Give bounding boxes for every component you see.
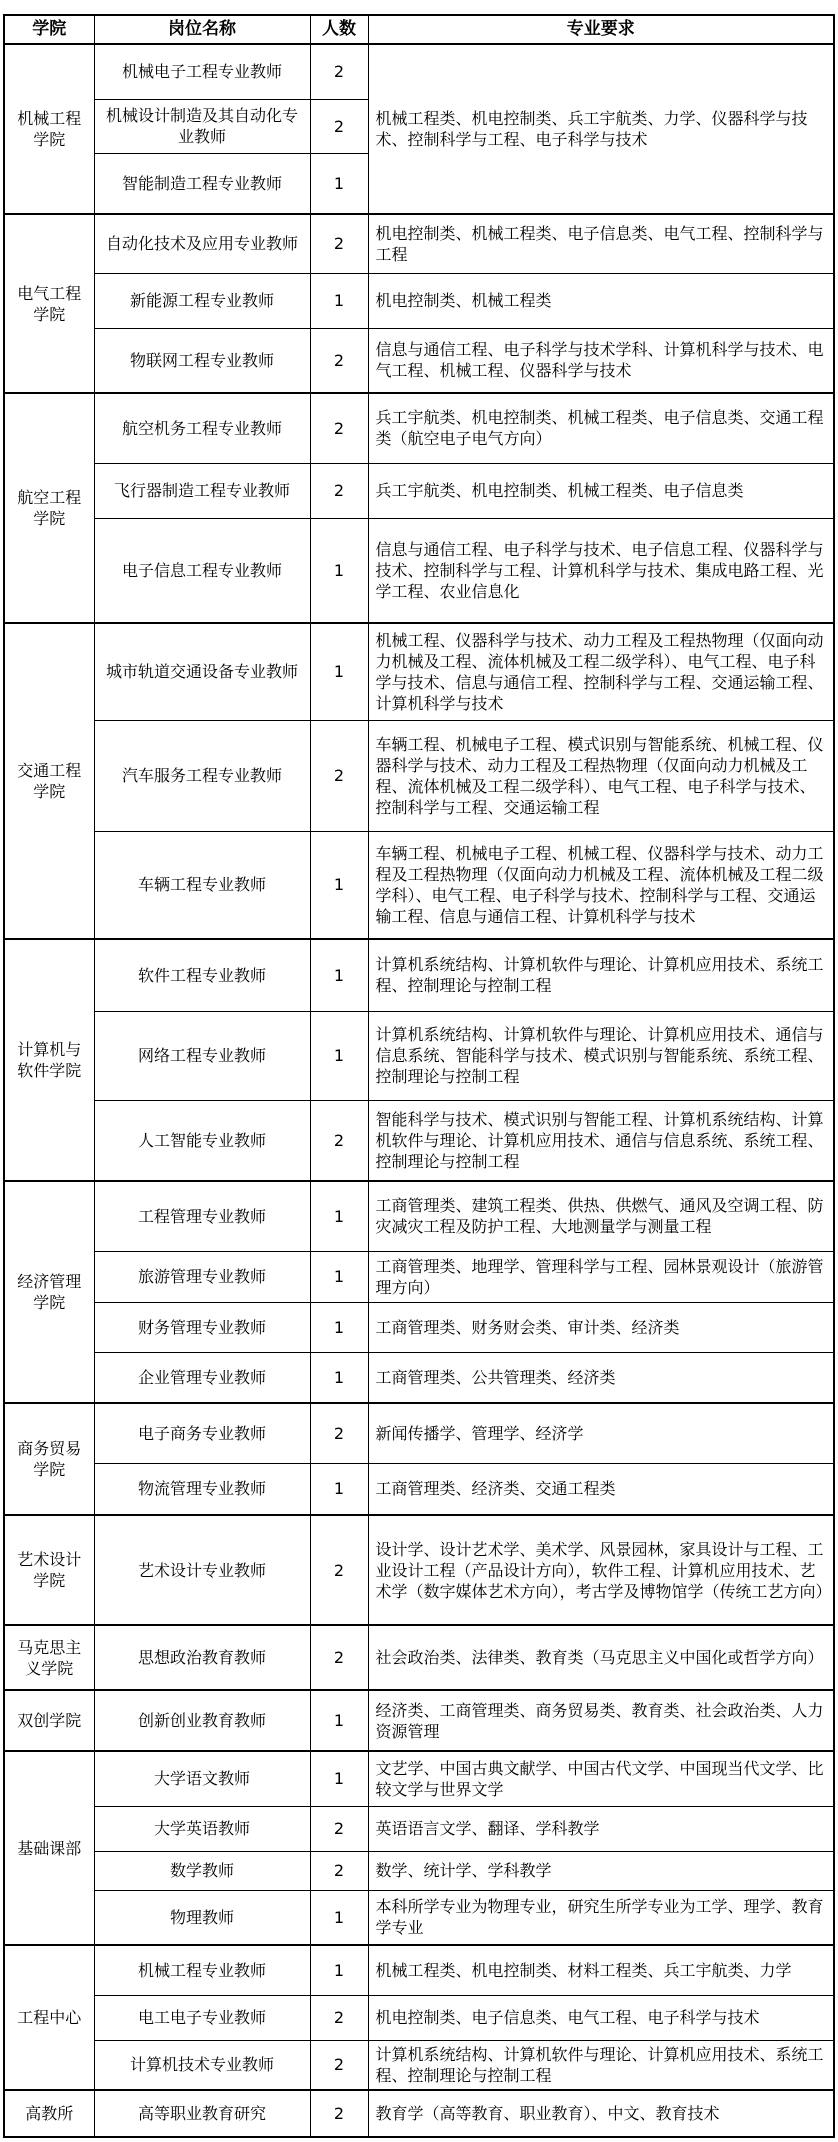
position-cell: 车辆工程专业教师 — [94, 831, 310, 939]
table-row — [4, 2040, 834, 2090]
position-cell: 物联网工程专业教师 — [94, 328, 310, 393]
count-cell: 1 — [310, 273, 368, 328]
count-cell: 1 — [310, 1945, 368, 1995]
count-cell: 2 — [310, 393, 368, 463]
position-cell: 城市轨道交通设备专业教师 — [94, 623, 310, 720]
table-row — [4, 1011, 834, 1100]
count-cell: 1 — [310, 831, 368, 939]
count-cell: 1 — [310, 623, 368, 720]
position-cell: 物流管理专业教师 — [94, 1463, 310, 1515]
header-count: 人数 — [310, 15, 368, 44]
count-cell: 1 — [310, 1352, 368, 1403]
count-cell: 2 — [310, 328, 368, 393]
requirement-cell: 工商管理类、财务财会类、审计类、经济类 — [368, 1302, 834, 1352]
requirement-cell: 经济类、工商管理类、商务贸易类、教育类、社会政治类、人力资源管理 — [368, 1690, 834, 1751]
count-cell: 2 — [310, 1625, 368, 1690]
position-cell: 财务管理专业教师 — [94, 1302, 310, 1352]
table-row — [4, 1100, 834, 1181]
count-cell: 2 — [310, 44, 368, 99]
college-cell: 马克思主义学院 — [4, 1625, 94, 1690]
requirement-cell: 信息与通信工程、电子科学与技术学科、计算机科学与技术、电气工程、机械工程、仪器科学与技术 — [368, 328, 834, 393]
college-cell: 双创学院 — [4, 1690, 94, 1751]
requirement-cell: 计算机系统结构、计算机软件与理论、计算机应用技术、通信与信息系统、智能科学与技术、模式识别与智能系统、系统工程、控制理论与控制工程 — [368, 1011, 834, 1100]
position-cell: 电工电子专业教师 — [94, 1995, 310, 2040]
requirement-cell: 工商管理类、建筑工程类、供热、供燃气、通风及空调工程、防灾减灾工程及防护工程、大地测量学与测量工程 — [368, 1181, 834, 1251]
position-cell: 数学教师 — [94, 1851, 310, 1890]
count-cell: 1 — [310, 1751, 368, 1806]
requirement-cell: 计算机系统结构、计算机软件与理论、计算机应用技术、系统工程、控制理论与控制工程 — [368, 2040, 834, 2090]
count-cell: 2 — [310, 1403, 368, 1463]
requirement-cell: 机电控制类、机械工程类 — [368, 273, 834, 328]
table-row — [4, 1403, 834, 1463]
count-cell: 1 — [310, 518, 368, 623]
position-cell: 机械设计制造及其自动化专业教师 — [94, 99, 310, 153]
requirement-cell: 文艺学、中国古典文献学、中国古代文学、中国现当代文学、比较文学与世界文学 — [368, 1751, 834, 1806]
count-cell: 1 — [310, 939, 368, 1011]
table-row — [4, 720, 834, 831]
requirement-cell: 工商管理类、经济类、交通工程类 — [368, 1463, 834, 1515]
position-cell: 企业管理专业教师 — [94, 1352, 310, 1403]
table-row — [4, 1806, 834, 1851]
recruitment-table-container — [3, 14, 835, 2138]
position-cell: 旅游管理专业教师 — [94, 1251, 310, 1302]
position-cell: 飞行器制造工程专业教师 — [94, 463, 310, 518]
table-row — [4, 1690, 834, 1751]
requirement-cell: 机械工程类、机电控制类、材料工程类、兵工宇航类、力学 — [368, 1945, 834, 1995]
requirement-cell: 车辆工程、机械电子工程、模式识别与智能系统、机械工程、仪器科学与技术、动力工程及工程热物理（仅面向动力机械及工程、流体机械及工程二级学科）、电气工程、电子科学与技术、控制科学与工程、交通运输工程 — [368, 720, 834, 831]
table-row — [4, 1851, 834, 1890]
table-row — [4, 1890, 834, 1945]
college-cell: 交通工程学院 — [4, 623, 94, 939]
count-cell: 1 — [310, 1181, 368, 1251]
header-college: 学院 — [4, 15, 94, 44]
college-cell: 经济管理学院 — [4, 1181, 94, 1403]
table-row — [4, 1463, 834, 1515]
table-row — [4, 1945, 834, 1995]
table-body — [4, 44, 834, 2137]
count-cell: 2 — [310, 463, 368, 518]
table-row — [4, 1181, 834, 1251]
position-cell: 工程管理专业教师 — [94, 1181, 310, 1251]
requirement-cell: 车辆工程、机械电子工程、机械工程、仪器科学与技术、动力工程及工程热物理（仅面向动力机械及工程、流体机械及工程二级学科）、电气工程、电子科学与技术、控制科学与工程、交通运输工程、信息与通信工程、计算机科学与技术 — [368, 831, 834, 939]
table-row — [4, 831, 834, 939]
college-cell: 艺术设计学院 — [4, 1515, 94, 1625]
count-cell: 1 — [310, 1690, 368, 1751]
table-row — [4, 1751, 834, 1806]
count-cell: 1 — [310, 1251, 368, 1302]
table-row — [4, 44, 834, 99]
table-row — [4, 939, 834, 1011]
table-header — [4, 15, 834, 44]
college-cell: 商务贸易学院 — [4, 1403, 94, 1515]
position-cell: 计算机技术专业教师 — [94, 2040, 310, 2090]
position-cell: 大学英语教师 — [94, 1806, 310, 1851]
position-cell: 创新创业教育教师 — [94, 1690, 310, 1751]
requirement-cell: 社会政治类、法律类、教育类（马克思主义中国化或哲学方向） — [368, 1625, 834, 1690]
requirement-cell: 机电控制类、电子信息类、电气工程、电子科学与技术 — [368, 1995, 834, 2040]
position-cell: 新能源工程专业教师 — [94, 273, 310, 328]
table-row — [4, 623, 834, 720]
position-cell: 艺术设计专业教师 — [94, 1515, 310, 1625]
requirement-cell: 新闻传播学、管理学、经济学 — [368, 1403, 834, 1463]
position-cell: 机械电子工程专业教师 — [94, 44, 310, 99]
table-row — [4, 1302, 834, 1352]
college-cell: 基础课部 — [4, 1751, 94, 1945]
requirement-cell: 机械工程类、机电控制类、兵工宇航类、力学、仪器科学与技术、控制科学与工程、电子科学与技术 — [368, 44, 834, 214]
position-cell: 机械工程专业教师 — [94, 1945, 310, 1995]
college-cell: 机械工程学院 — [4, 44, 94, 214]
count-cell: 2 — [310, 720, 368, 831]
table-row — [4, 1515, 834, 1625]
college-cell: 计算机与软件学院 — [4, 939, 94, 1181]
requirement-cell: 兵工宇航类、机电控制类、机械工程类、电子信息类 — [368, 463, 834, 518]
count-cell: 2 — [310, 2040, 368, 2090]
table-row — [4, 2090, 834, 2137]
table-row — [4, 214, 834, 273]
count-cell: 2 — [310, 1515, 368, 1625]
recruitment-positions-table — [3, 14, 835, 2138]
requirement-cell: 计算机系统结构、计算机软件与理论、计算机应用技术、系统工程、控制理论与控制工程 — [368, 939, 834, 1011]
requirement-cell: 工商管理类、公共管理类、经济类 — [368, 1352, 834, 1403]
position-cell: 汽车服务工程专业教师 — [94, 720, 310, 831]
position-cell: 电子信息工程专业教师 — [94, 518, 310, 623]
college-cell: 电气工程学院 — [4, 214, 94, 393]
requirement-cell: 设计学、设计艺术学、美术学、风景园林，家具设计与工程、工业设计工程（产品设计方向），软件工程、计算机应用技术、艺术学（数字媒体艺术方向），考古学及博物馆学（传统工艺方向） — [368, 1515, 834, 1625]
table-row — [4, 463, 834, 518]
position-cell: 自动化技术及应用专业教师 — [94, 214, 310, 273]
position-cell: 思想政治教育教师 — [94, 1625, 310, 1690]
table-row — [4, 1625, 834, 1690]
requirement-cell: 本科所学专业为物理专业，研究生所学专业为工学、理学、教育学专业 — [368, 1890, 834, 1945]
requirement-cell: 机械工程、仪器科学与技术、动力工程及工程热物理（仅面向动力机械及工程、流体机械及工程二级学科）、电气工程、电子科学与技术、信息与通信工程、控制科学与工程、交通运输工程、计算机科学与技术 — [368, 623, 834, 720]
count-cell: 1 — [310, 1890, 368, 1945]
college-cell: 高教所 — [4, 2090, 94, 2137]
table-row — [4, 1352, 834, 1403]
requirement-cell: 智能科学与技术、模式识别与智能工程、计算机系统结构、计算机软件与理论、计算机应用技术、通信与信息系统、系统工程、控制理论与控制工程 — [368, 1100, 834, 1181]
position-cell: 智能制造工程专业教师 — [94, 153, 310, 214]
count-cell: 2 — [310, 1806, 368, 1851]
position-cell: 高等职业教育研究 — [94, 2090, 310, 2137]
table-row — [4, 328, 834, 393]
position-cell: 软件工程专业教师 — [94, 939, 310, 1011]
requirement-cell: 工商管理类、地理学、管理科学与工程、园林景观设计（旅游管理方向） — [368, 1251, 834, 1302]
header-row — [4, 15, 834, 44]
position-cell: 航空机务工程专业教师 — [94, 393, 310, 463]
count-cell: 1 — [310, 1463, 368, 1515]
count-cell: 2 — [310, 1100, 368, 1181]
table-row — [4, 393, 834, 463]
position-cell: 电子商务专业教师 — [94, 1403, 310, 1463]
requirement-cell: 兵工宇航类、机电控制类、机械工程类、电子信息类、交通工程类（航空电子电气方向） — [368, 393, 834, 463]
count-cell: 1 — [310, 1302, 368, 1352]
count-cell: 2 — [310, 2090, 368, 2137]
table-row — [4, 518, 834, 623]
requirement-cell: 英语语言文学、翻译、学科教学 — [368, 1806, 834, 1851]
count-cell: 2 — [310, 214, 368, 273]
college-cell: 工程中心 — [4, 1945, 94, 2090]
count-cell: 1 — [310, 1011, 368, 1100]
table-row — [4, 1251, 834, 1302]
college-cell: 航空工程学院 — [4, 393, 94, 623]
position-cell: 人工智能专业教师 — [94, 1100, 310, 1181]
table-row — [4, 273, 834, 328]
requirement-cell: 信息与通信工程、电子科学与技术、电子信息工程、仪器科学与技术、控制科学与工程、计算机科学与技术、集成电路工程、光学工程、农业信息化 — [368, 518, 834, 623]
position-cell: 网络工程专业教师 — [94, 1011, 310, 1100]
position-cell: 大学语文教师 — [94, 1751, 310, 1806]
count-cell: 1 — [310, 153, 368, 214]
requirement-cell: 机电控制类、机械工程类、电子信息类、电气工程、控制科学与工程 — [368, 214, 834, 273]
requirement-cell: 教育学（高等教育、职业教育）、中文、教育技术 — [368, 2090, 834, 2137]
header-requirement: 专业要求 — [368, 15, 834, 44]
requirement-cell: 数学、统计学、学科教学 — [368, 1851, 834, 1890]
position-cell: 物理教师 — [94, 1890, 310, 1945]
count-cell: 2 — [310, 1995, 368, 2040]
count-cell: 2 — [310, 99, 368, 153]
table-row — [4, 1995, 834, 2040]
count-cell: 2 — [310, 1851, 368, 1890]
header-position: 岗位名称 — [94, 15, 310, 44]
